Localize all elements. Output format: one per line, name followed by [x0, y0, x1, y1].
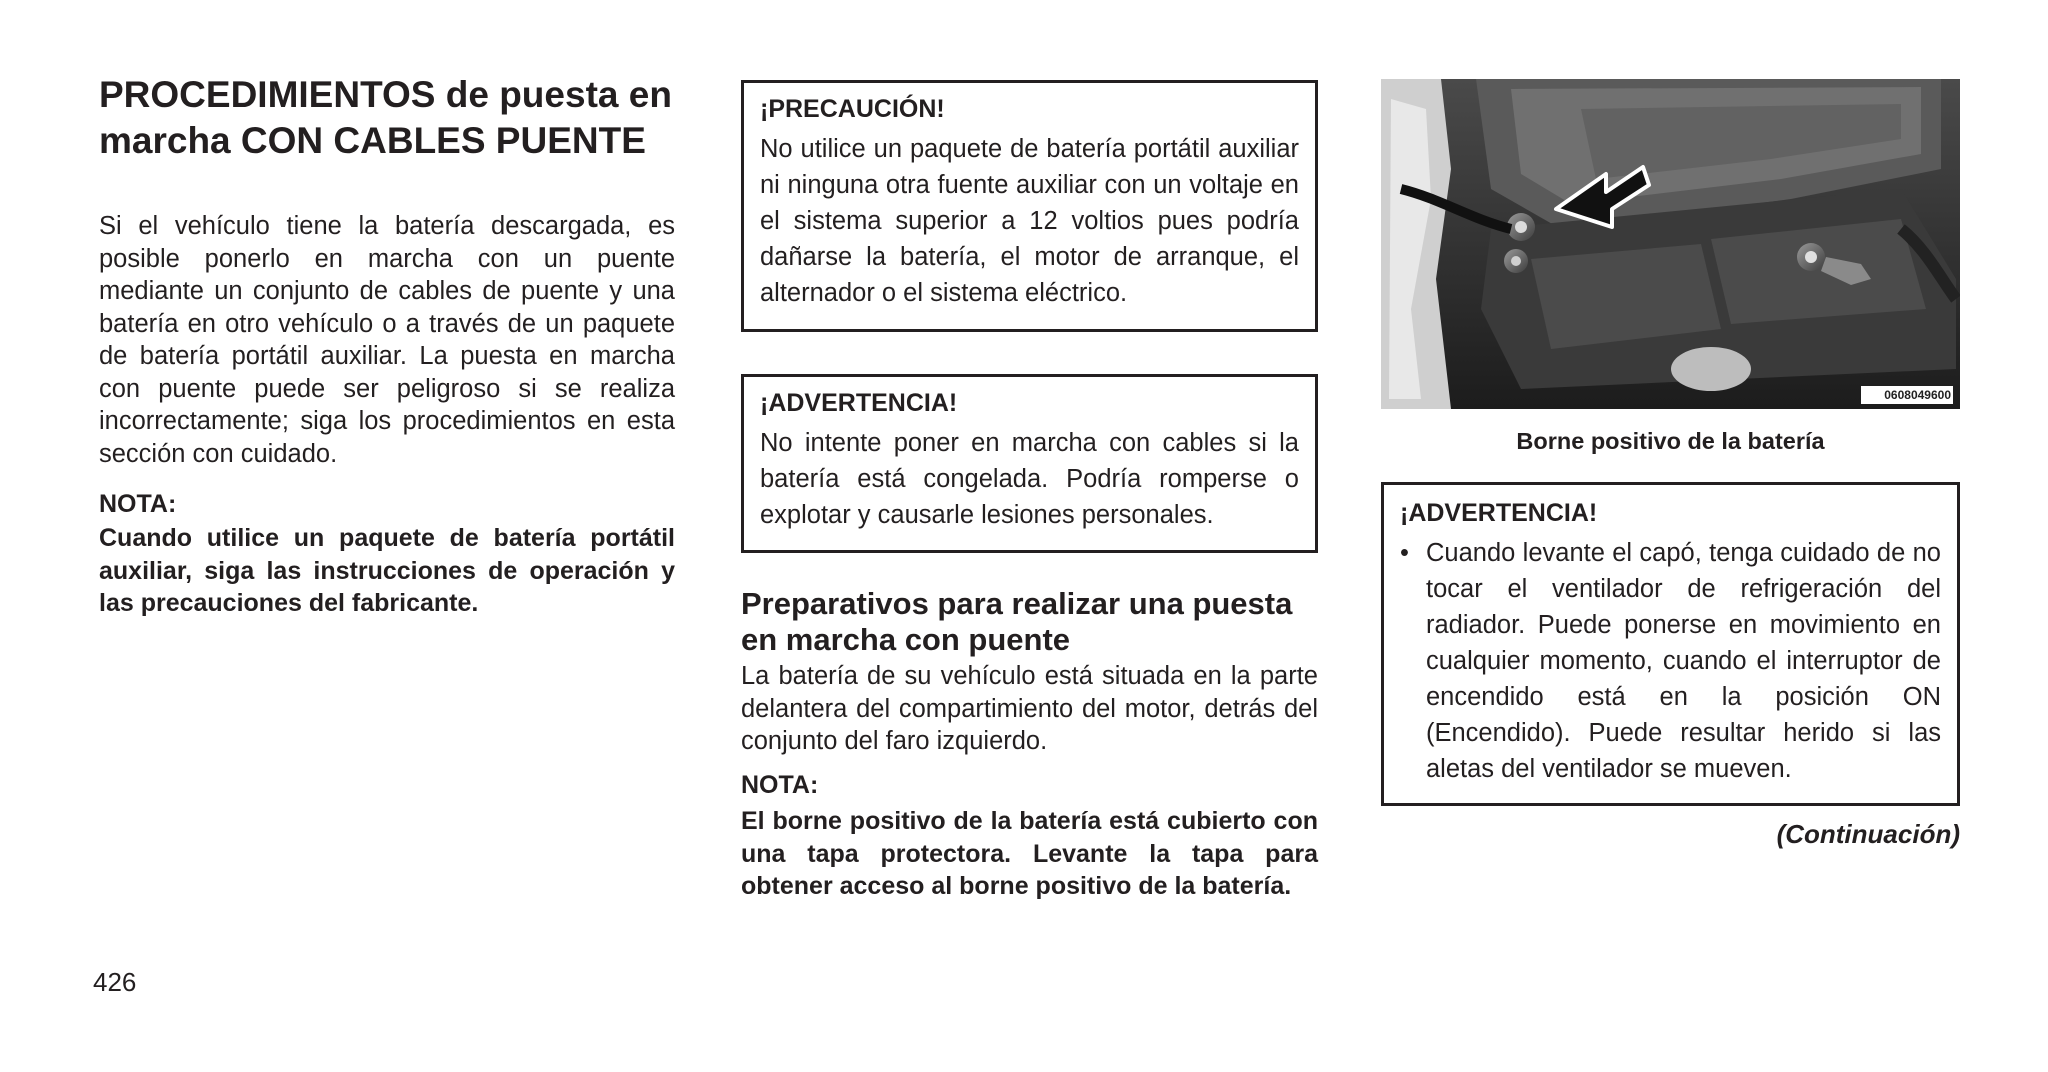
warning-title: ¡ADVERTENCIA! — [760, 389, 958, 417]
photo-caption: Borne positivo de la batería — [1516, 428, 1825, 454]
photo-code: 0608049600 — [1884, 388, 1951, 402]
warning-text: No intente poner en marcha con cables si la batería está congelada. Podría romperse o explotar y causarle lesiones personales. — [760, 429, 1299, 529]
warning-title: ¡ADVERTENCIA! — [1400, 499, 1598, 527]
warning-bullet-text: Cuando levante el capó, tenga cuidado de no tocar el ventilador de refrigeración del radiador. Puede ponerse en movimiento en cualquier momento, cuando el interruptor de encendido está en la posición ON (Encendido). Puede resultar herido si las aletas del ventilador se mueven. — [1426, 539, 1941, 783]
nota-text: Cuando utilice un paquete de batería portátil auxiliar, siga las instrucciones de operación y las precauciones del fabricante. — [99, 524, 675, 617]
intro-paragraph: Si el vehículo tiene la batería descargada, es posible ponerlo en marcha con un puente mediante un conjunto de cables de puente y una batería en otro vehículo o a través de un paquete de batería portátil auxiliar. La puesta en marcha con puente puede ser peligroso si se realiza incorrectamente; siga los procedimientos en esta sección con cuidado. — [99, 212, 675, 468]
nota-text: El borne positivo de la batería está cubierto con una tapa protectora. Levante la tapa para obtener acceso al borne positivo de la batería. — [741, 807, 1318, 900]
battery-photo-illustration — [1381, 79, 1960, 409]
warning-box-right — [1381, 482, 1960, 806]
caution-title: ¡PRECAUCIÓN! — [760, 95, 945, 123]
section-paragraph: La batería de su vehículo está situada en la parte delantera del compartimiento del motor, detrás del conjunto del faro izquierdo. — [741, 662, 1318, 755]
section-heading: Preparativos para realizar una puesta en marcha con puente — [741, 586, 1293, 657]
caution-box — [741, 80, 1318, 332]
warning-box — [741, 374, 1318, 553]
nota-label: NOTA: — [99, 490, 177, 518]
nota-label: NOTA: — [741, 771, 819, 799]
page-title: PROCEDIMIENTOS de puesta en marcha CON CABLES PUENTE — [99, 74, 672, 161]
continuation-note: (Continuación) — [1776, 819, 1960, 849]
warning-bullet-item — [1400, 535, 1941, 787]
caution-text: No utilice un paquete de batería portátil auxiliar ni ninguna otra fuente auxiliar con un voltaje en el sistema superior a 12 voltios pues podría dañarse la batería, el motor de arranque, el alternador o el sistema eléctrico. — [760, 135, 1299, 307]
battery-photo — [1381, 79, 1960, 409]
page-number: 426 — [93, 967, 137, 997]
bullet-icon: • — [1400, 539, 1409, 567]
